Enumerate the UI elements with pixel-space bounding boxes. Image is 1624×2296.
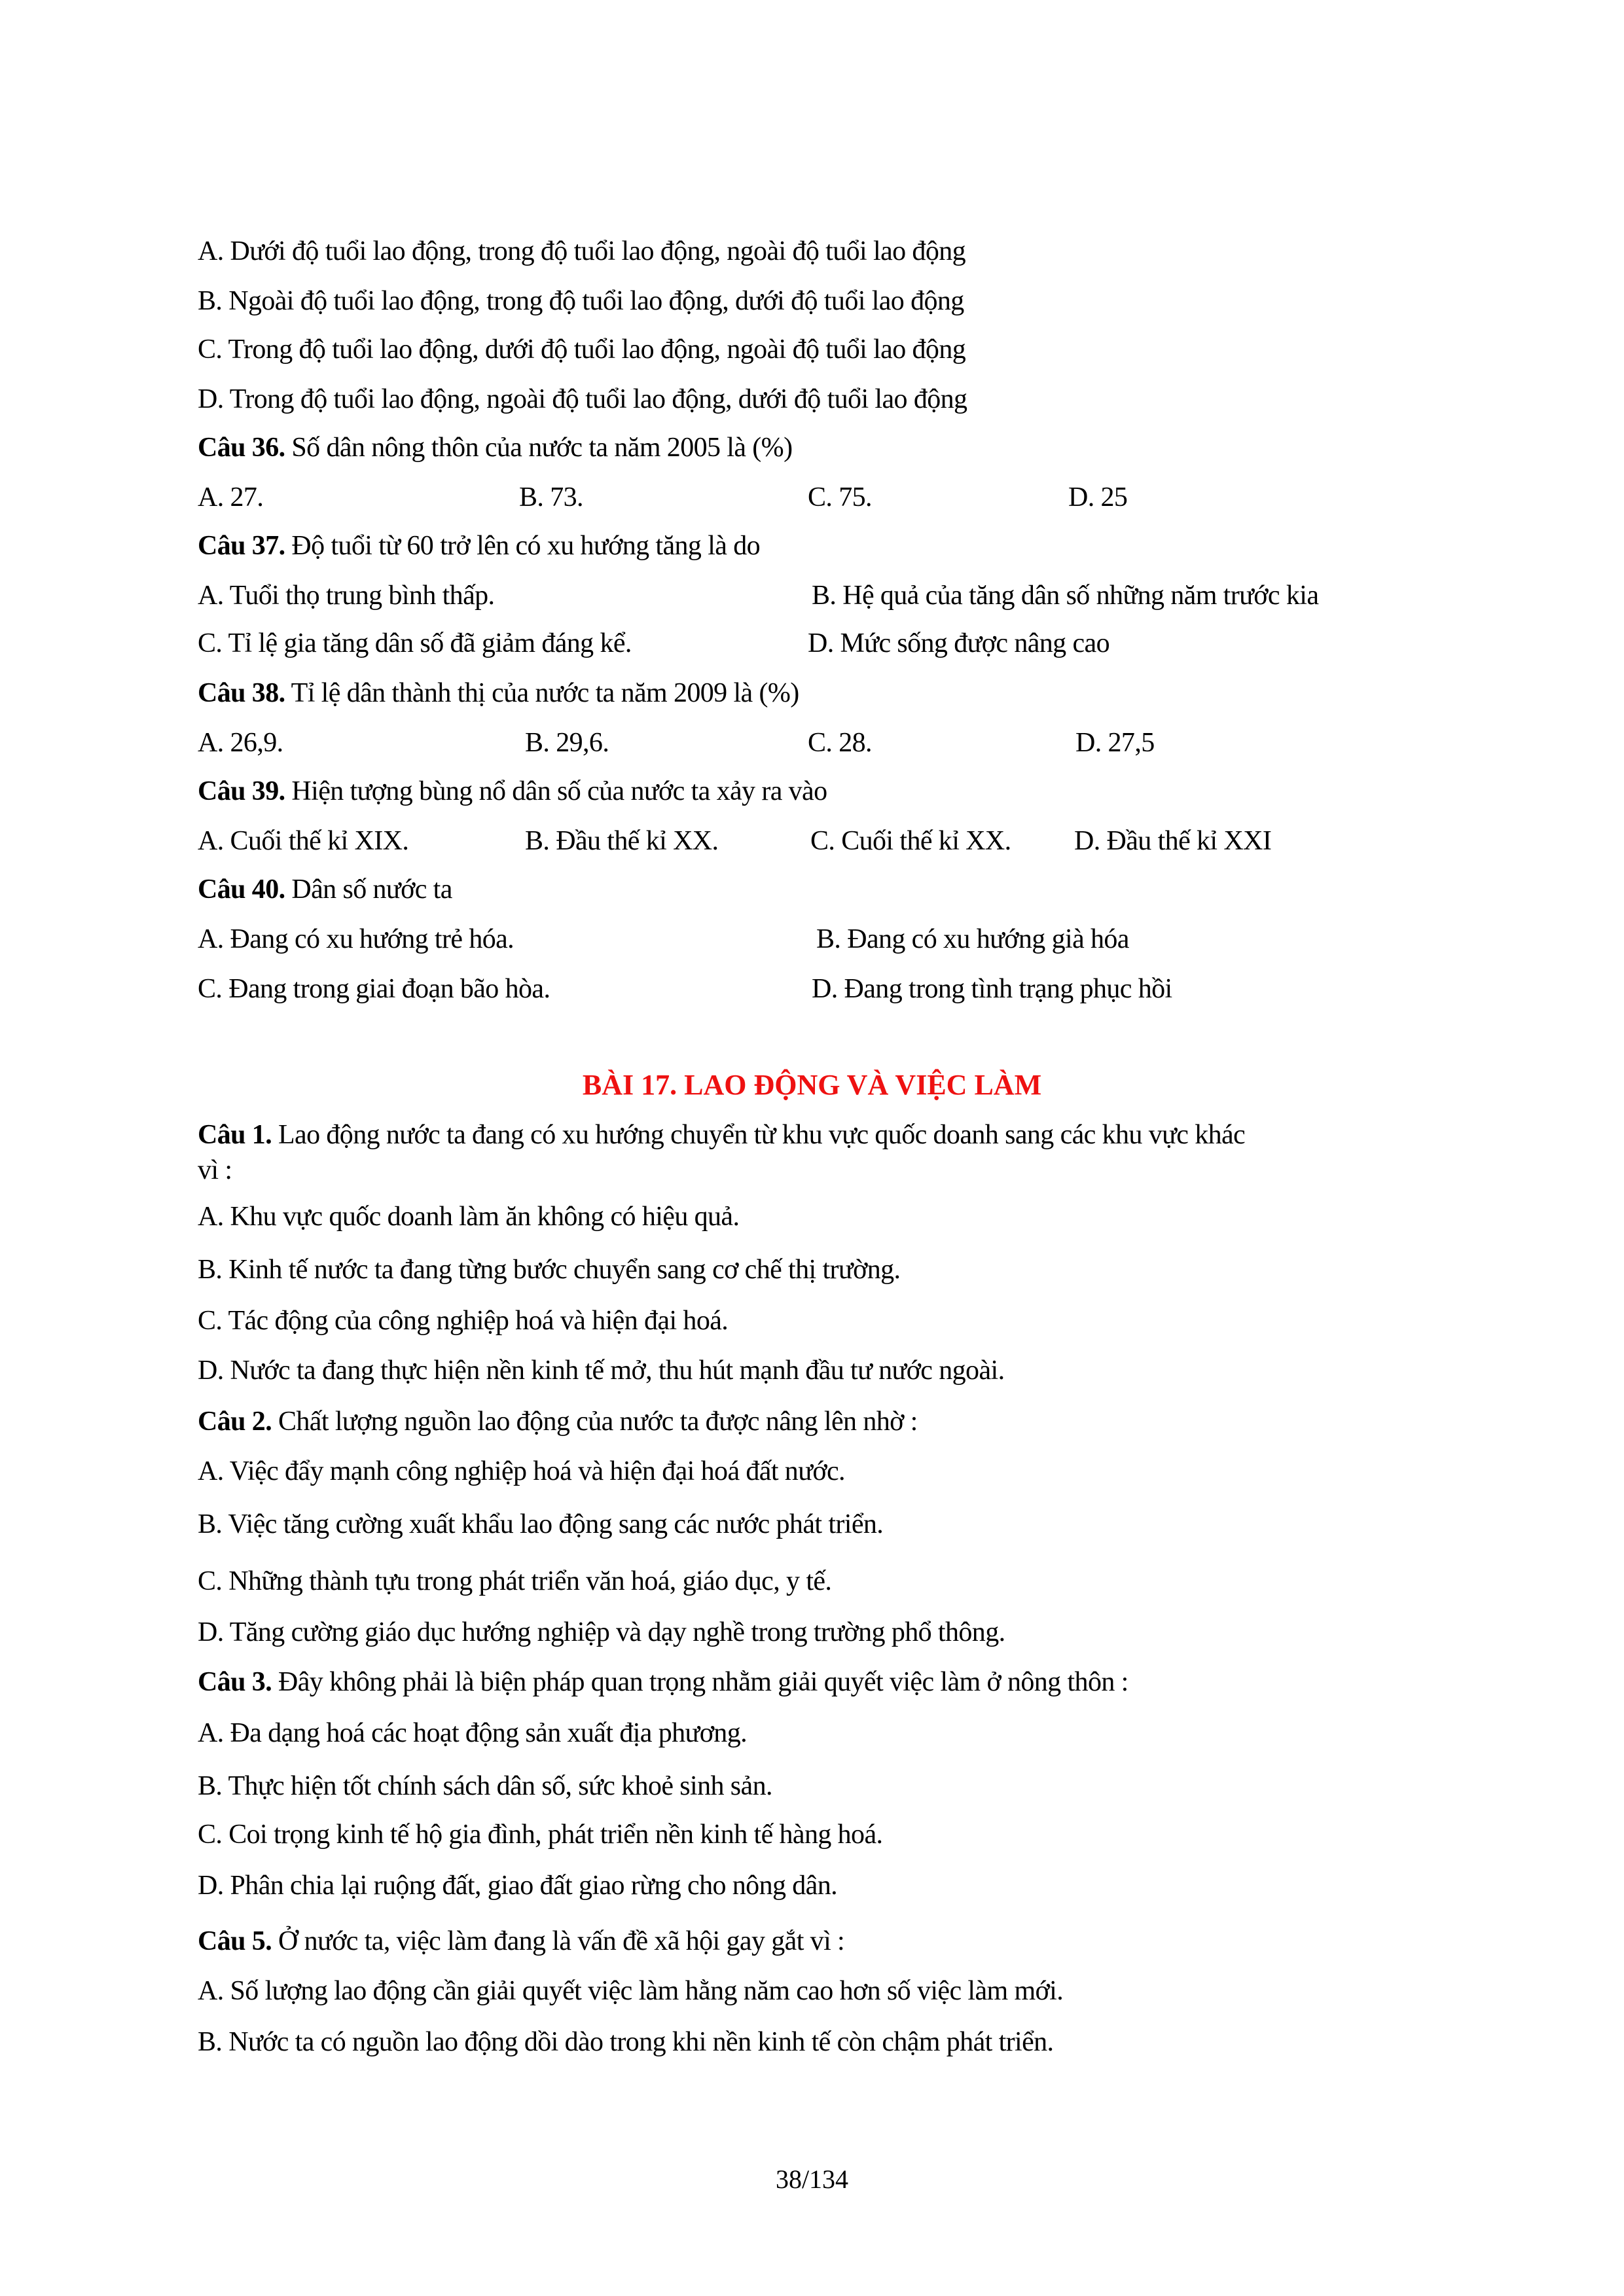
option: B. Thực hiện tốt chính sách dân số, sức khoẻ sinh sản.: [198, 1771, 772, 1801]
question-text: Ở nước ta, việc làm đang là vấn đề xã hội gay gắt vì :: [272, 1926, 845, 1956]
option: C. Trong độ tuổi lao động, dưới độ tuổi lao động, ngoài độ tuổi lao động: [198, 334, 966, 365]
option: B. Nước ta có nguồn lao động dồi dào trong khi nền kinh tế còn chậm phát triển.: [198, 2027, 1054, 2057]
option: A. Đa dạng hoá các hoạt động sản xuất địa phương.: [198, 1718, 748, 1748]
page-number: 38/134: [775, 2164, 849, 2194]
question-label: Câu 3.: [198, 1667, 272, 1697]
question-label: Câu 39.: [198, 776, 285, 806]
option: C. Tỉ lệ gia tăng dân số đã giảm đáng kể.: [198, 628, 632, 658]
question: [198, 1925, 844, 1958]
option: D. Trong độ tuổi lao động, ngoài độ tuổi lao động, dưới độ tuổi lao động: [198, 384, 967, 414]
question: [198, 1119, 1245, 1151]
question-text: Dân số nước ta: [285, 874, 452, 905]
question-label: Câu 2.: [198, 1407, 272, 1437]
option: B. Kinh tế nước ta đang từng bước chuyển sang cơ chế thị trường.: [198, 1255, 901, 1285]
option: A. Đang có xu hướng trẻ hóa.: [198, 924, 514, 954]
option: A. 26,9.: [198, 728, 283, 758]
option: A. Việc đẩy mạnh công nghiệp hoá và hiện đại hoá đất nước.: [198, 1456, 845, 1486]
question: [198, 775, 827, 808]
question-text: Hiện tượng bùng nổ dân số của nước ta xảy ra vào: [285, 776, 827, 806]
option: B. Đầu thế kỉ XX.: [525, 826, 719, 856]
question: [198, 1405, 918, 1438]
option: C. 75.: [808, 482, 872, 512]
option: A. Số lượng lao động cần giải quyết việc làm hằng năm cao hơn số việc làm mới.: [198, 1976, 1064, 2006]
option: D. 27,5: [1075, 728, 1155, 758]
option: B. Hệ quả của tăng dân số những năm trước kia: [812, 581, 1319, 611]
question-label: Câu 1.: [198, 1120, 272, 1150]
option: D. Nước ta đang thực hiện nền kinh tế mở, thu hút mạnh đầu tư nước ngoài.: [198, 1355, 1005, 1386]
question-text: Lao động nước ta đang có xu hướng chuyển từ khu vực quốc doanh sang các khu vực khác: [272, 1120, 1246, 1150]
option: A. Dưới độ tuổi lao động, trong độ tuổi lao động, ngoài độ tuổi lao động: [198, 236, 966, 266]
option: C. Tác động của công nghiệp hoá và hiện đại hoá.: [198, 1306, 729, 1336]
question-label: Câu 38.: [198, 678, 285, 708]
option: D. Phân chia lại ruộng đất, giao đất giao rừng cho nông dân.: [198, 1871, 838, 1901]
option: D. Mức sống được nâng cao: [808, 628, 1110, 658]
option: B. Việc tăng cường xuất khẩu lao động sang các nước phát triển.: [198, 1509, 884, 1539]
question: [198, 677, 799, 709]
question-text: Chất lượng nguồn lao động của nước ta được nâng lên nhờ :: [272, 1407, 918, 1437]
question-label: Câu 40.: [198, 874, 285, 905]
question-text: Đây không phải là biện pháp quan trọng nhằm giải quyết việc làm ở nông thôn :: [272, 1667, 1128, 1697]
question: [198, 873, 452, 906]
question-text-continued: vì :: [198, 1155, 232, 1185]
question-text: Số dân nông thôn của nước ta năm 2005 là (%): [285, 433, 793, 463]
option: B. Đang có xu hướng già hóa: [816, 924, 1129, 954]
option: B. 29,6.: [525, 728, 609, 758]
option: A. 27.: [198, 482, 264, 512]
question: [198, 1666, 1128, 1698]
option: D. Đang trong tình trạng phục hồi: [812, 974, 1172, 1004]
option: B. Ngoài độ tuổi lao động, trong độ tuổi lao động, dưới độ tuổi lao động: [198, 286, 964, 316]
option: C. Đang trong giai đoạn bão hòa.: [198, 974, 550, 1004]
option: D. Tăng cường giáo dục hướng nghiệp và dạy nghề trong trường phổ thông.: [198, 1617, 1005, 1647]
option: C. 28.: [808, 728, 872, 758]
question-label: Câu 5.: [198, 1926, 272, 1956]
question-text: Tỉ lệ dân thành thị của nước ta năm 2009 là (%): [285, 678, 799, 708]
question-text: Độ tuổi từ 60 trở lên có xu hướng tăng là do: [285, 531, 761, 561]
option: A. Tuổi thọ trung bình thấp.: [198, 581, 495, 611]
option: C. Những thành tựu trong phát triển văn hoá, giáo dục, y tế.: [198, 1566, 832, 1596]
option: D. 25: [1068, 482, 1128, 512]
question-label: Câu 37.: [198, 531, 285, 561]
option: D. Đầu thế kỉ XXI: [1074, 826, 1272, 856]
question: [198, 529, 760, 562]
option: A. Cuối thế kỉ XIX.: [198, 826, 409, 856]
option: C. Cuối thế kỉ XX.: [810, 826, 1011, 856]
question-label: Câu 36.: [198, 433, 285, 463]
section-title: BÀI 17. LAO ĐỘNG VÀ VIỆC LÀM: [582, 1069, 1042, 1101]
option: C. Coi trọng kinh tế hộ gia đình, phát triển nền kinh tế hàng hoá.: [198, 1820, 883, 1850]
question: [198, 431, 792, 464]
option: B. 73.: [519, 482, 583, 512]
option: A. Khu vực quốc doanh làm ăn không có hiệu quả.: [198, 1202, 740, 1232]
